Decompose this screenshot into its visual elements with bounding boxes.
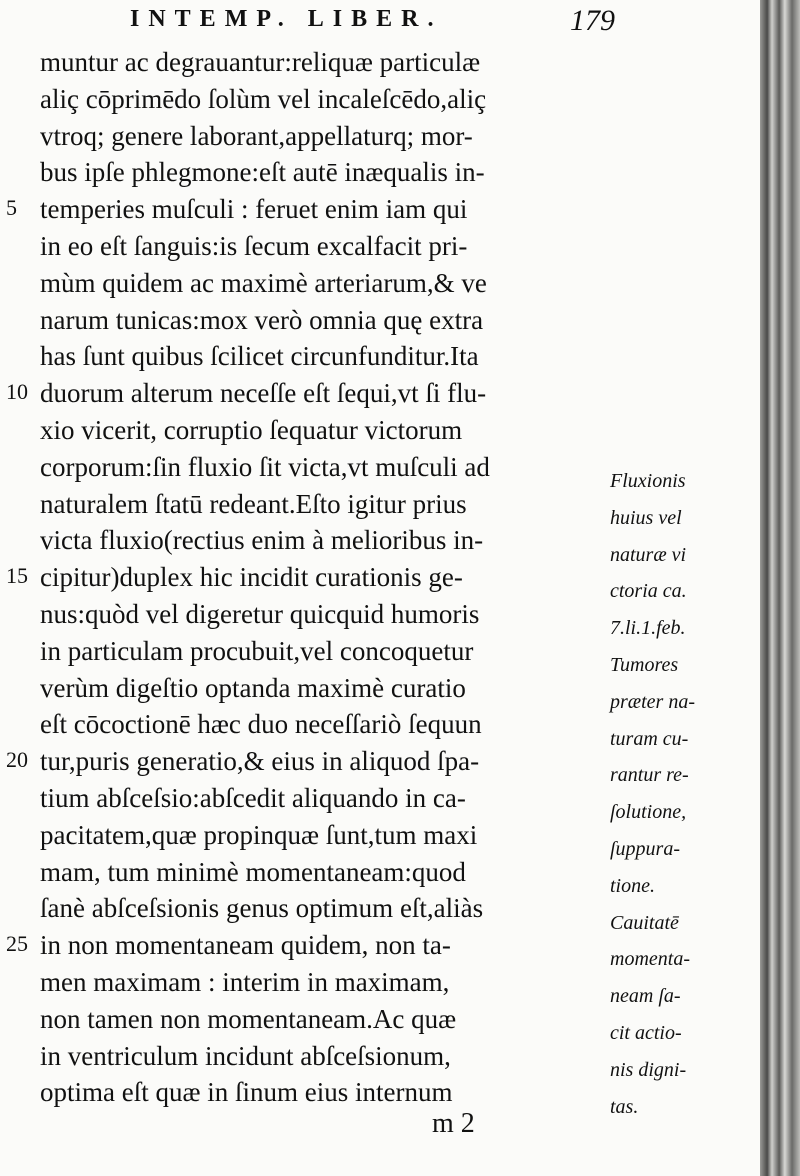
text-line: duorum alterum neceſſe eſt ſequi,vt ſi flu-	[40, 378, 487, 409]
line-number: 15	[6, 563, 28, 589]
marginal-note-line: tione.	[610, 874, 655, 897]
text-line: optima eſt quæ in ſinum eius internum	[40, 1077, 453, 1108]
marginal-note-line: momenta-	[610, 948, 690, 971]
line-number: 25	[6, 931, 28, 957]
text-line: narum tunicas:mox verò omnia quę extra	[40, 304, 484, 335]
marginal-note-line: Cauitatē	[610, 911, 679, 934]
text-line: non tamen non momentaneam.Ac quæ	[40, 1003, 457, 1034]
text-line: men maximam : interim in maximam,	[40, 966, 450, 997]
text-line: in eo eſt ſanguis:is ſecum excalfacit pri-	[40, 230, 468, 261]
text-line: temperies muſculi : feruet enim iam qui	[40, 194, 468, 225]
marginal-note-line: Tumores	[610, 653, 679, 676]
page-number: 179	[570, 4, 615, 37]
marginal-note-line: 7.li.1.feb.	[610, 617, 686, 640]
text-line: vtroq; genere laborant,appellaturq; mor-	[40, 120, 473, 151]
text-line: verùm digeſtio optanda maximè curatio	[40, 672, 466, 703]
line-number: 20	[6, 747, 28, 773]
text-line: has ſunt quibus ſcilicet circunfunditur.Ita	[40, 341, 479, 372]
marginal-note-line: huius vel	[610, 506, 682, 529]
marginal-note-line: rantur re-	[610, 764, 689, 787]
text-line: nus:quòd vel digeretur quicquid humoris	[40, 598, 480, 629]
main-text-column	[40, 44, 620, 1111]
signature-mark: m 2	[432, 1108, 475, 1139]
text-line: in non momentaneam quidem, non ta-	[40, 930, 451, 961]
text-line: ſanè abſceſsionis genus optimum eſt,aliàs	[40, 893, 484, 924]
text-line: corporum:ſin fluxio ſit victa,vt muſculi ad	[40, 451, 490, 482]
text-line: aliç cōprimēdo ſolùm vel incaleſcēdo,aliç	[40, 83, 487, 114]
marginal-note-line: turam cu-	[610, 727, 689, 750]
line-number: 10	[6, 379, 28, 405]
text-line: xio vicerit, corruptio ſequatur victorum	[40, 414, 463, 445]
marginal-note-line: cit actio-	[610, 1021, 682, 1044]
line-number: 5	[6, 195, 17, 221]
text-line: cipitur)duplex hic incidit curationis ge-	[40, 562, 463, 593]
marginal-note-line: ctoria ca.	[610, 580, 687, 603]
text-line: in ventriculum incidunt abſceſsionum,	[40, 1040, 451, 1071]
marginal-note-line: nis digni-	[610, 1058, 687, 1081]
marginal-note-line: tas.	[610, 1095, 639, 1118]
marginal-note-line: ſolutione,	[610, 801, 687, 824]
text-line: victa fluxio(rectius enim à melioribus in-	[40, 525, 484, 556]
page-header	[0, 4, 760, 44]
text-line: tium abſceſsio:abſcedit aliquando in ca-	[40, 782, 466, 813]
running-head: INTEMP. LIBER.	[130, 6, 443, 32]
text-line: mùm quidem ac maximè arteriarum,& ve	[40, 267, 487, 298]
text-line: pacitatem,quæ propinquæ ſunt,tum maxi	[40, 819, 478, 850]
text-line: eſt cōcoctionē hæc duo neceſſariò ſequun	[40, 709, 482, 740]
text-line: muntur ac degrauantur:reliquæ particulæ	[40, 47, 481, 77]
text-line: bus ipſe phlegmone:eſt autē inæqualis in-	[40, 157, 485, 188]
text-line: mam, tum minimè momentaneam:quod	[40, 856, 466, 887]
text-line: in particulam procubuit,vel concoquetur	[40, 635, 474, 666]
marginal-note-line: naturæ vi	[610, 543, 687, 566]
book-binding-edge	[760, 0, 800, 1176]
marginal-note-line: ſuppura-	[610, 837, 680, 860]
marginal-notes	[610, 463, 760, 1125]
marginal-note-line: Fluxionis	[610, 470, 686, 492]
line-number-margin	[0, 0, 40, 1176]
text-line: tur,puris generatio,& eius in aliquod ſpa-	[40, 746, 480, 777]
text-line: naturalem ſtatū redeant.Eſto igitur prius	[40, 488, 467, 519]
marginal-note-line: præter na-	[610, 690, 695, 713]
marginal-note-line: neam ſa-	[610, 985, 681, 1008]
